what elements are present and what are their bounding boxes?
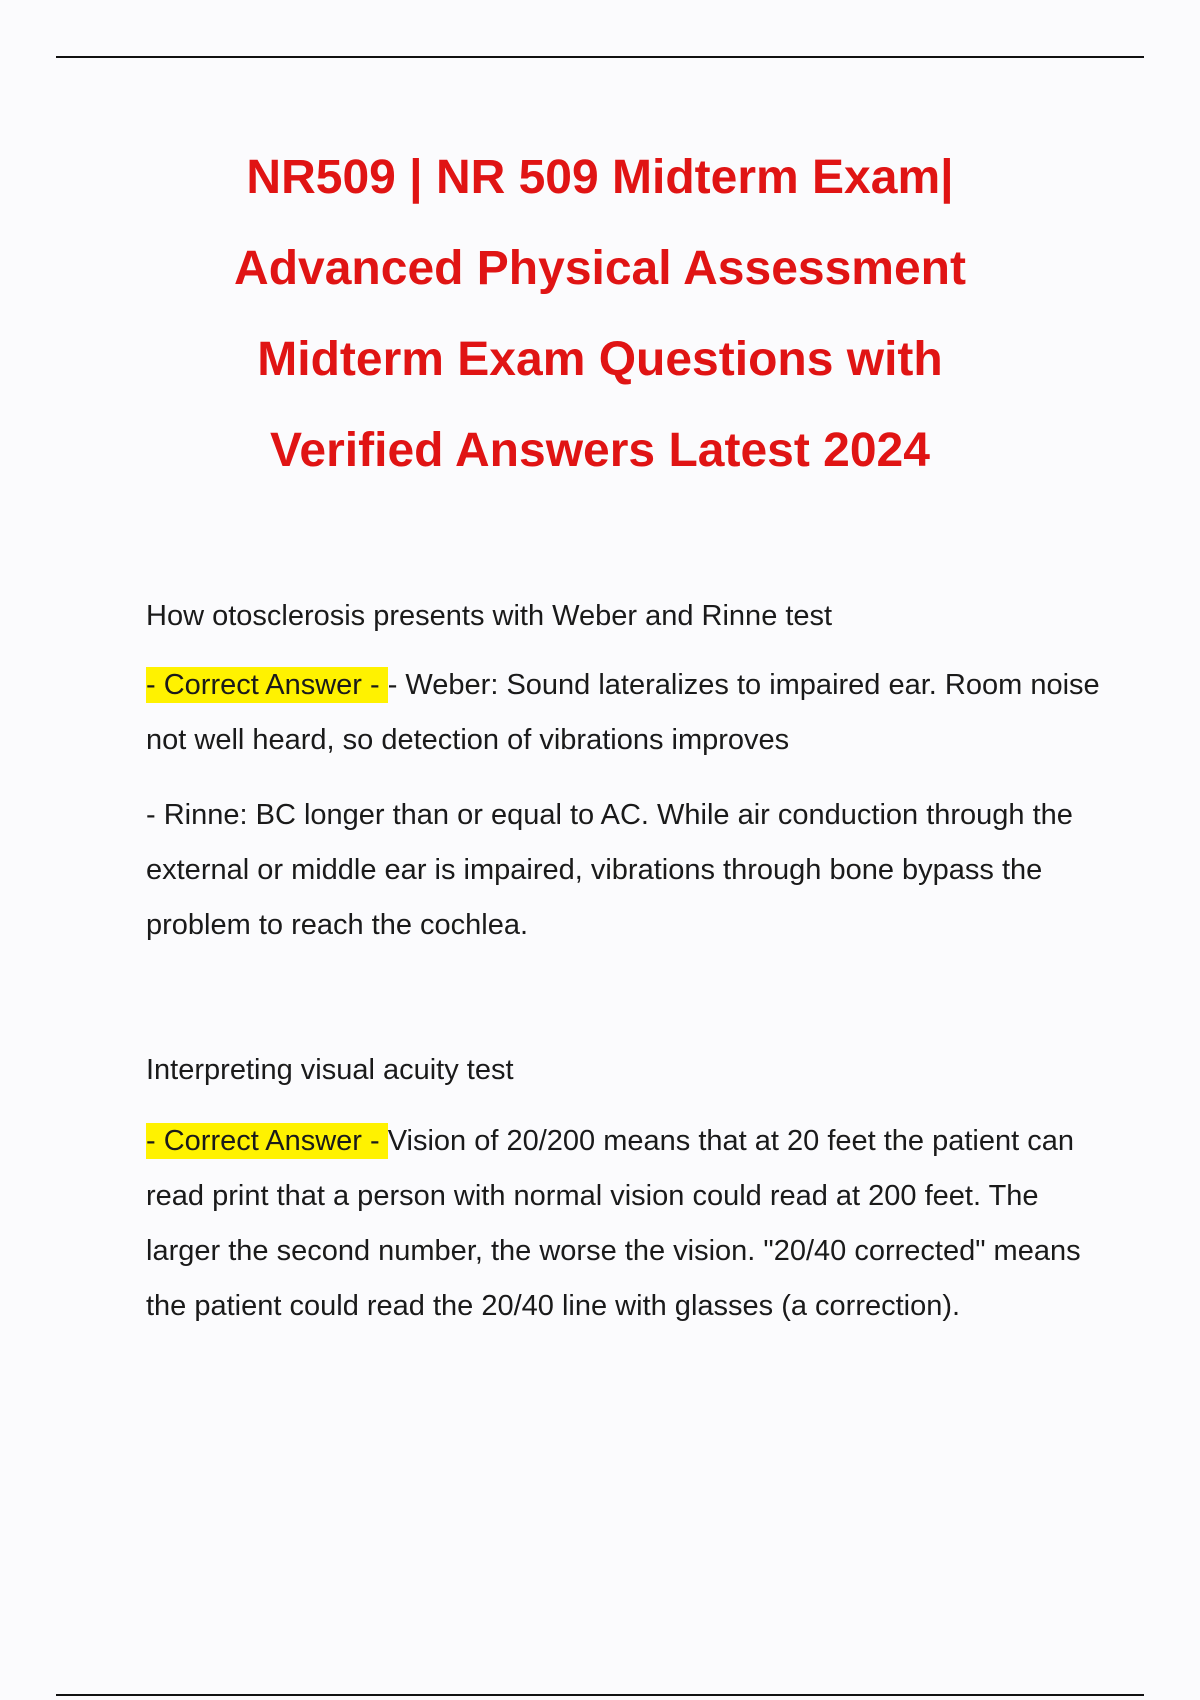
title-line-4: Verified Answers Latest 2024 bbox=[270, 424, 930, 477]
answer-1-continued: - Rinne: BC longer than or equal to AC. While air conduction through the external or middle ear is impaired, vibrations through bone bypass the problem to reach the cochlea. bbox=[146, 799, 1073, 941]
top-rule bbox=[56, 56, 1144, 58]
title-line-3: Midterm Exam Questions with bbox=[257, 333, 943, 386]
correct-answer-label-2: - Correct Answer - bbox=[146, 1125, 388, 1157]
answer-2 bbox=[146, 1114, 1106, 1334]
answer-1-text: - Weber: Sound lateralizes to impaired ear. Room noise not well heard, so detection of vibrations improves bbox=[146, 669, 1100, 756]
document-title bbox=[100, 132, 1100, 496]
question-1: How otosclerosis presents with Weber and Rinne test bbox=[146, 600, 833, 632]
title-line-2: Advanced Physical Assessment bbox=[234, 242, 966, 295]
answer-2-text: Vision of 20/200 means that at 20 feet the patient can read print that a person with normal vision could read at 200 feet. The larger the second number, the worse the vision. "20/40 corrected" means the patient could read the 20/40 line with glasses (a correction). bbox=[146, 1125, 1081, 1322]
answer-1 bbox=[146, 658, 1106, 768]
question-2: Interpreting visual acuity test bbox=[146, 1054, 514, 1086]
correct-answer-label-1: - Correct Answer - bbox=[146, 669, 388, 701]
bottom-rule bbox=[56, 1694, 1144, 1696]
title-line-1: NR509 | NR 509 Midterm Exam| bbox=[246, 151, 954, 204]
